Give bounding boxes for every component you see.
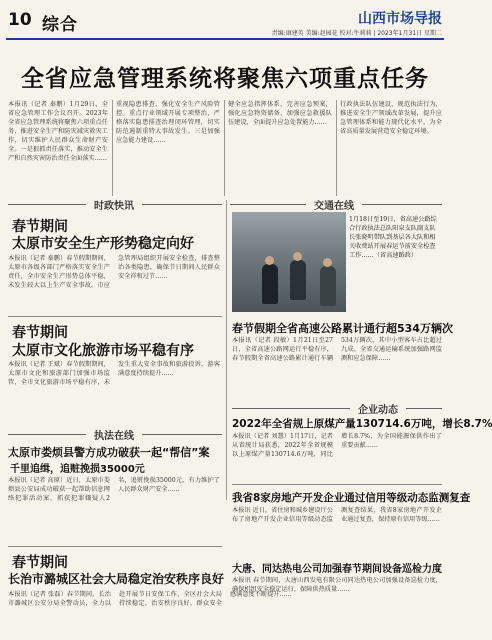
photo-figure (320, 266, 336, 306)
photo-figure-head (323, 258, 332, 267)
article-6-title: 2022年全省规上原煤产量130714.6万吨，增长8.7% (232, 418, 492, 430)
article-separator (8, 546, 222, 547)
rubric-enterprise: 企业动态 (350, 401, 406, 416)
article-1-title: 太原市安全生产形势稳定向好 (12, 236, 194, 252)
column-rule (224, 100, 225, 196)
photo-figure-head (293, 252, 302, 261)
photo-figure (262, 264, 278, 304)
article-3-body: 本报讯（记者 高原）近日，太原市娄烦县公安局成功破获一起帮助信息网络犯罪活动案，抓获犯罪嫌疑人2名，追赃挽损35000元，有力维护了人民群众财产安全…… (8, 477, 220, 502)
page-number: 10 (8, 10, 32, 30)
article-2-title: 太原市文化旅游市场平稳有序 (12, 343, 194, 359)
article-5-body: 本报讯（记者 段敏）1月21日至27日，全省高速公路网运行平稳有序，春节假期全省高速公路累计通行车辆534万辆次，其中小型客车占比超过九成。全省交通运输系统加强路网监测和应急保障…… (232, 337, 442, 362)
article-7-title: 我省8家房地产开发企业通过信用等级动态监测复查 (232, 492, 471, 504)
rubric-enforce: 执法在线 (86, 427, 142, 442)
article-1-body: 本报讯（记者 秦鹏）春节假期期间，太原市各级各部门严格落实安全生产责任，全市安全生产形势总体平稳，未发生较大以上生产安全事故。市应急管理局组织开展安全检查，排查整治各类隐患，确保节日期间人民群众安全祥和过节…… (8, 255, 220, 289)
section-divider (226, 200, 227, 500)
photo-figure (290, 260, 306, 300)
rubric-law: 时政快讯 (86, 197, 142, 212)
lead-headline: 全省应急管理系统将聚焦六项重点任务 (21, 66, 429, 92)
article-6-body: 本报讯（记者 刘慧）1月17日，记者从省统计局获悉，2022年全省规模以上原煤产量130714.6万吨，同比增长8.7%，为全国能源保供作出了重要贡献…… (232, 433, 442, 458)
article-1-kicker: 春节期间 (12, 219, 68, 235)
article-separator (8, 316, 222, 317)
page-header (6, 6, 444, 42)
column-rule (112, 100, 113, 196)
article-8-body: 本报讯 春节期间，大唐山西发电有限公司同达热电公司加强设备巡检力度，确保机组安全稳定运行，保障供热质量…… (232, 577, 442, 593)
rubric-line (232, 408, 442, 409)
photo-figure-head (265, 256, 274, 265)
article-4-body: 本报讯（记者 张磊）春节期间，长治市潞城区公安分局全警动员，全力以赴开展节日安保工作，全区社会大局持续稳定，治安秩序良好，群众安全感满意度不断提升…… (8, 591, 292, 607)
article-7-body: 本报讯 近日，省住房和城乡建设厅公布了房地产开发企业信用等级动态监测复查结果，我省8家房地产开发企业通过复查，保持原有信用等级…… (232, 507, 442, 523)
lead-column-4: 行政执法队伍建设，规范执法行为，推进安全生产领域改革发展，提升应急管理体系和能力现代化水平，为全省高质量发展营造安全稳定环境。 (340, 101, 442, 135)
article-separator (232, 484, 442, 485)
header-rule (6, 38, 444, 40)
newspaper-name: 山西市场导报 (358, 11, 442, 27)
article-4-title: 长治市潞城区社会大局稳定治安秩序良好 (8, 572, 225, 586)
column-rule (336, 100, 337, 196)
article-2-kicker: 春节期间 (12, 325, 68, 341)
lead-column-2: 重视隐患排查，强化安全生产风险管控。重点行业领域开展专项整治，严格落实隐患排查治理闭环管理，切实防范遏制重特大事故发生。三是加强应急能力建设…… (116, 101, 220, 144)
lead-column-1: 本报讯（记者 秦鹏）1月29日，全省应急管理工作会议召开。2023年全省应急管理系统将聚焦六项重点任务，推进安全生产和防灾减灾救灾工作，切实维护人民群众生命财产安全。一是狠抓责任落实，推动安全生产和自然灾害防治责任全面落实…… (8, 101, 108, 162)
article-3-subtitle: 千里追缉，追赃挽损35000元 (10, 464, 145, 475)
article-5-title: 春节假期全省高速公路累计通行超534万辆次 (232, 322, 453, 335)
photo-caption: 1月18日至19日，省高速公路综合行政执法总队阳泉支队副支队长张晓明带队到基层各大队和相关收费站开展春运节前安全检查工作……（省高速路政） (346, 212, 442, 318)
header-meta: 责编:康建英 美编:赵园花 校对:牛莉莉 | 2023年1月31日 星期二 (271, 30, 442, 37)
article-2-body: 本报讯（记者 王斌）春节假期期间，太原市文化和旅游部门加强市场监管，全市文化旅游市场平稳有序，未发生重大安全事故和旅游投诉，游客满意度持续提升…… (8, 361, 220, 386)
article-3-title: 太原市娄烦县警方成功破获一起“帮信”案 (8, 446, 210, 459)
section-name: 综合 (42, 15, 78, 35)
article-8-title: 大唐、同达热电公司加强春节期间设备巡检力度 (232, 564, 442, 575)
article-4-kicker: 春节期间 (12, 555, 68, 571)
lead-column-3: 健全应急指挥体系，完善应急预案，强化应急物资储备，加强应急救援队伍建设，全面提升应急处置能力…… (228, 101, 332, 126)
rubric-traffic: 交通在线 (306, 197, 362, 212)
